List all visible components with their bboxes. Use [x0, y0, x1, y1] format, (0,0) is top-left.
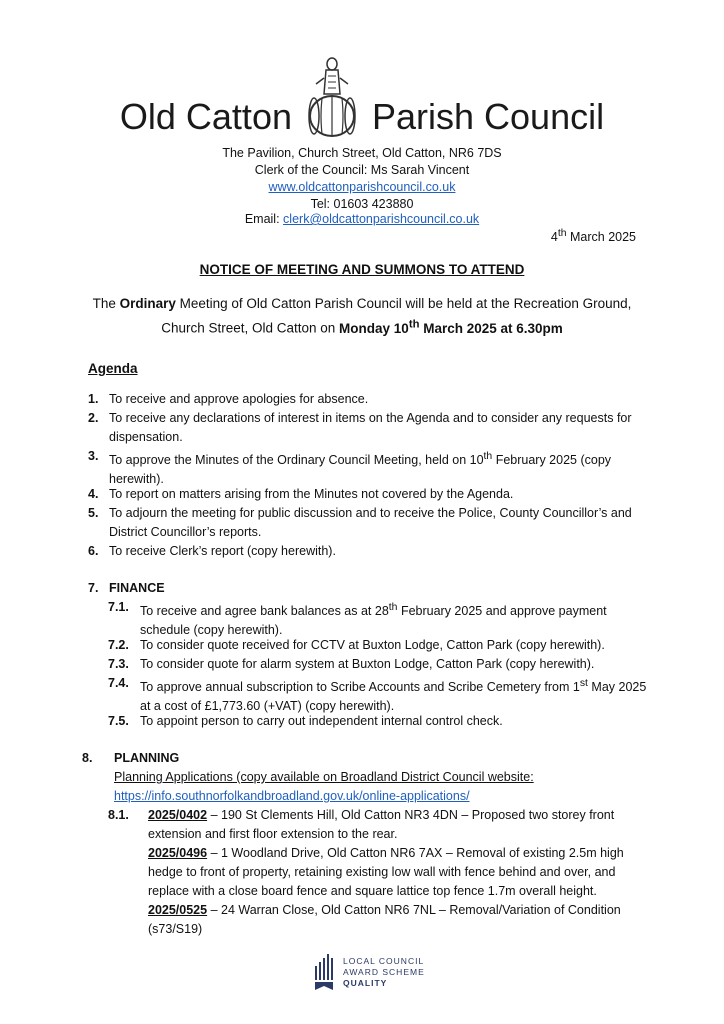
finance-item: 7.2. To consider quote received for CCTV at Buxton Lodge, Catton Park (copy herewith). — [108, 638, 605, 652]
planning-application: 2025/0496 – 1 Woodland Drive, Old Catton NR6 7AX – Removal of existing 2.5m high hedge to front of property, retaining existing low wall with fence behind and over, and replace with a close board fence and square lattice top fence 1.7m overall height. — [148, 846, 624, 898]
email-label: Email: — [244, 212, 280, 226]
planning-portal-link[interactable]: https://info.southnorfolkandbroadland.gov.uk/online-applications/ — [114, 789, 470, 803]
agenda-item: 1. To receive and approve apologies for absence. — [88, 392, 369, 406]
finance-item: 7.4. To approve annual subscription to Scribe Accounts and Scribe Cemetery from 1st May 2025 at a cost of £1,773.60 (+VAT) (copy herewith). — [108, 676, 647, 714]
document-date: 4th March 2025 — [550, 228, 636, 245]
planning-apps-heading: Planning Applications (copy available on Broadland District Council website: — [114, 770, 534, 784]
clerk-line: Clerk of the Council: Ms Sarah Vincent — [254, 163, 470, 177]
planning-link-line — [114, 787, 654, 806]
title-right: Parish Council — [371, 96, 605, 137]
email-line — [0, 212, 724, 226]
agenda-item: 6. To receive Clerk’s report (copy herewith). — [88, 544, 336, 558]
email-link[interactable]: clerk@oldcattonparishcouncil.co.uk — [283, 212, 480, 226]
award-text: LOCAL COUNCIL AWARD SCHEME QUALITY — [343, 955, 425, 988]
agenda-item: 3. To approve the Minutes of the Ordinary Council Meeting, held on 10th February 2025 (copy herewith). — [88, 449, 612, 487]
planning-heading: 8. PLANNING — [82, 751, 180, 765]
quality-award-logo — [313, 950, 463, 994]
tel-line: Tel: 01603 423880 — [310, 197, 414, 211]
finance-heading: 7. FINANCE — [88, 581, 165, 595]
award-scheme-icon — [313, 952, 337, 992]
agenda-item: 2. To receive any declarations of interest in items on the Agenda and to consider any requests for dispensation. — [88, 411, 632, 444]
finance-item: 7.3. To consider quote for alarm system at Buxton Lodge, Catton Park (copy herewith). — [108, 657, 595, 671]
notice-title: NOTICE OF MEETING AND SUMMONS TO ATTEND — [199, 262, 525, 277]
finance-item: 7.1. To receive and agree bank balances as at 28th February 2025 and approve payment schedule (copy herewith). — [108, 600, 607, 638]
website-line — [0, 180, 724, 194]
finance-item: 7.5. To appoint person to carry out independent internal control check. — [108, 714, 503, 728]
agenda-heading: Agenda — [88, 361, 138, 376]
planning-application: 2025/0525 – 24 Warran Close, Old Catton NR6 7NL – Removal/Variation of Condition (s73/S19) — [148, 903, 621, 936]
agenda-item: 5. To adjourn the meeting for public discussion and to receive the Police, County Councillor’s and District Councillor’s reports. — [88, 506, 632, 539]
meeting-intro: The Ordinary Meeting of Old Catton Parish Council will be held at the Recreation Ground, Church Street, Old Catton on Monday 10th March 2025 at 6.30pm — [92, 296, 632, 336]
address-line: The Pavilion, Church Street, Old Catton, NR6 7DS — [222, 146, 502, 160]
planning-application: 2025/0402 – 190 St Clements Hill, Old Catton NR3 4DN – Proposed two storey front extension and first floor extension to the rear. — [148, 808, 615, 841]
planning-subnum: 8.1. — [108, 808, 129, 822]
website-link[interactable]: www.oldcattonparishcouncil.co.uk — [268, 180, 456, 194]
council-title — [0, 92, 724, 142]
agenda-item: 4. To report on matters arising from the Minutes not covered by the Agenda. — [88, 487, 514, 501]
title-left: Old Catton — [119, 96, 292, 137]
barrel-emblem-icon — [302, 54, 362, 144]
